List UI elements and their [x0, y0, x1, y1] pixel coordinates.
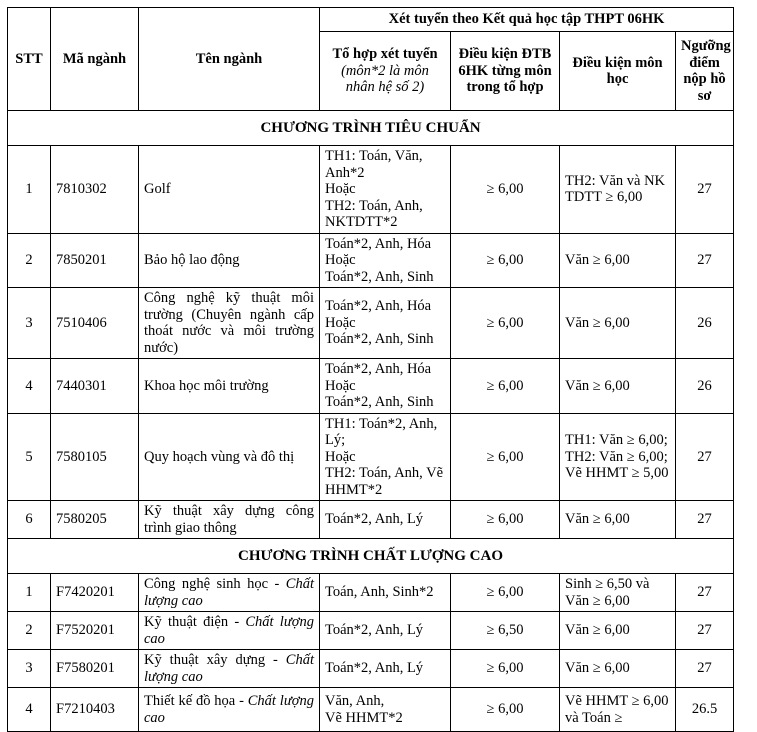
cell-ten: Bảo hộ lao động — [139, 233, 320, 288]
cell-to-hop: Toán*2, Anh, Hóa Hoặc Toán*2, Anh, Sinh — [320, 359, 451, 414]
cell-to-hop: TH1: Toán, Văn, Anh*2 Hoặc TH2: Toán, Anh, NKTDTT*2 — [320, 146, 451, 234]
cell-stt: 3 — [8, 650, 51, 688]
cell-mon: Văn ≥ 6,00 — [560, 359, 676, 414]
cell-stt: 6 — [8, 501, 51, 539]
cell-dtb: ≥ 6,00 — [451, 233, 560, 288]
cell-mon: Sinh ≥ 6,50 và Văn ≥ 6,00 — [560, 574, 676, 612]
table-row — [8, 359, 734, 414]
cell-ma: 7440301 — [51, 359, 139, 414]
table-row — [8, 688, 734, 732]
cell-stt: 2 — [8, 233, 51, 288]
admission-table — [7, 7, 734, 732]
cell-dtb: ≥ 6,00 — [451, 413, 560, 501]
cell-ten-suffix: Chất lượng cao — [144, 693, 314, 726]
cell-ten-main: Công nghệ sinh học - — [144, 576, 286, 592]
cell-to-hop: Văn, Anh, Vẽ HHMT*2 — [320, 688, 451, 732]
table-row — [8, 233, 734, 288]
cell-dtb: ≥ 6,00 — [451, 288, 560, 359]
header-nguong: Ngưỡng điểm nộp hồ sơ — [676, 32, 734, 111]
cell-ten — [139, 688, 320, 732]
cell-nguong: 27 — [676, 233, 734, 288]
cell-mon: Văn ≥ 6,00 — [560, 501, 676, 539]
header-to-hop-note: (môn*2 là môn nhân hệ số 2) — [341, 62, 429, 96]
cell-to-hop: TH1: Toán*2, Anh, Lý; Hoặc TH2: Toán, Anh, Vẽ HHMT*2 — [320, 413, 451, 501]
header-to-hop-label: Tổ hợp xét tuyển — [332, 46, 438, 63]
header-to-hop — [320, 32, 451, 111]
cell-nguong: 27 — [676, 574, 734, 612]
cell-ten-suffix: Chất lượng cao — [144, 614, 314, 647]
cell-stt: 4 — [8, 359, 51, 414]
cell-ten-suffix: Chất lượng cao — [144, 576, 314, 609]
cell-dtb: ≥ 6,00 — [451, 501, 560, 539]
cell-mon: TH1: Văn ≥ 6,00; TH2: Văn ≥ 6,00; Vẽ HHMT ≥ 5,00 — [560, 413, 676, 501]
cell-ten: Quy hoạch vùng và đô thị — [139, 413, 320, 501]
cell-to-hop: Toán*2, Anh, Lý — [320, 612, 451, 650]
table-row — [8, 288, 734, 359]
cell-dtb: ≥ 6,00 — [451, 688, 560, 732]
cell-dtb: ≥ 6,00 — [451, 650, 560, 688]
cell-stt: 1 — [8, 574, 51, 612]
cell-to-hop: Toán*2, Anh, Hóa Hoặc Toán*2, Anh, Sinh — [320, 233, 451, 288]
cell-ma: F7580201 — [51, 650, 139, 688]
cell-stt: 3 — [8, 288, 51, 359]
cell-ma: 7580105 — [51, 413, 139, 501]
cell-ma: 7850201 — [51, 233, 139, 288]
cell-ten: Kỹ thuật xây dựng công trình giao thông — [139, 501, 320, 539]
cell-to-hop: Toán*2, Anh, Lý — [320, 650, 451, 688]
table-row — [8, 574, 734, 612]
table-row — [8, 501, 734, 539]
cell-to-hop: Toán*2, Anh, Hóa Hoặc Toán*2, Anh, Sinh — [320, 288, 451, 359]
cell-dtb: ≥ 6,50 — [451, 612, 560, 650]
cell-stt: 4 — [8, 688, 51, 732]
cell-ten-main: Kỹ thuật điện - — [144, 614, 246, 630]
cell-ma: 7810302 — [51, 146, 139, 234]
cell-nguong: 26.5 — [676, 688, 734, 732]
cell-stt: 2 — [8, 612, 51, 650]
header-ten-nganh: Tên ngành — [139, 8, 320, 111]
cell-mon: TH2: Văn và NK TDTT ≥ 6,00 — [560, 146, 676, 234]
cell-ten: Khoa học môi trường — [139, 359, 320, 414]
cell-mon: Văn ≥ 6,00 — [560, 650, 676, 688]
header-group-title: Xét tuyển theo Kết quả học tập THPT 06HK — [320, 8, 734, 32]
header-dieu-kien-mon: Điều kiện môn học — [560, 32, 676, 111]
cell-ten: Golf — [139, 146, 320, 234]
cell-ma: F7520201 — [51, 612, 139, 650]
cell-to-hop: Toán, Anh, Sinh*2 — [320, 574, 451, 612]
cell-to-hop: Toán*2, Anh, Lý — [320, 501, 451, 539]
header-dieu-kien-dtb: Điều kiện ĐTB 6HK từng môn trong tổ hợp — [451, 32, 560, 111]
cell-ten — [139, 650, 320, 688]
cell-dtb: ≥ 6,00 — [451, 359, 560, 414]
cell-nguong: 27 — [676, 612, 734, 650]
cell-ten-main: Thiết kế đồ họa - — [144, 693, 248, 709]
cell-nguong: 26 — [676, 359, 734, 414]
cell-nguong: 27 — [676, 413, 734, 501]
cell-stt: 1 — [8, 146, 51, 234]
cell-nguong: 27 — [676, 501, 734, 539]
table-row — [8, 612, 734, 650]
header-stt: STT — [8, 8, 51, 111]
section-title: CHƯƠNG TRÌNH TIÊU CHUẨN — [8, 111, 734, 146]
cell-dtb: ≥ 6,00 — [451, 146, 560, 234]
cell-ma: 7510406 — [51, 288, 139, 359]
cell-ma: 7580205 — [51, 501, 139, 539]
cell-stt: 5 — [8, 413, 51, 501]
table-row — [8, 650, 734, 688]
cell-ma: F7210403 — [51, 688, 139, 732]
cell-dtb: ≥ 6,00 — [451, 574, 560, 612]
cell-mon: Văn ≥ 6,00 — [560, 288, 676, 359]
table-row — [8, 146, 734, 234]
cell-ten — [139, 612, 320, 650]
table-row — [8, 413, 734, 501]
cell-ten-suffix: Chất lượng cao — [144, 652, 314, 685]
cell-nguong: 27 — [676, 146, 734, 234]
cell-ma: F7420201 — [51, 574, 139, 612]
section-standard — [8, 111, 734, 539]
section-title: CHƯƠNG TRÌNH CHẤT LƯỢNG CAO — [8, 539, 734, 574]
cell-mon: Văn ≥ 6,00 — [560, 612, 676, 650]
cell-nguong: 26 — [676, 288, 734, 359]
cell-nguong: 27 — [676, 650, 734, 688]
cell-ten-main: Kỹ thuật xây dựng - — [144, 652, 286, 668]
header-ma-nganh: Mã ngành — [51, 8, 139, 111]
cell-ten — [139, 574, 320, 612]
section-high-quality — [8, 539, 734, 732]
cell-mon: Vẽ HHMT ≥ 6,00 và Toán ≥ — [560, 688, 676, 732]
cell-mon: Văn ≥ 6,00 — [560, 233, 676, 288]
cell-ten: Công nghệ kỹ thuật môi trường (Chuyên ngành cấp thoát nước và môi trường nước) — [139, 288, 320, 359]
